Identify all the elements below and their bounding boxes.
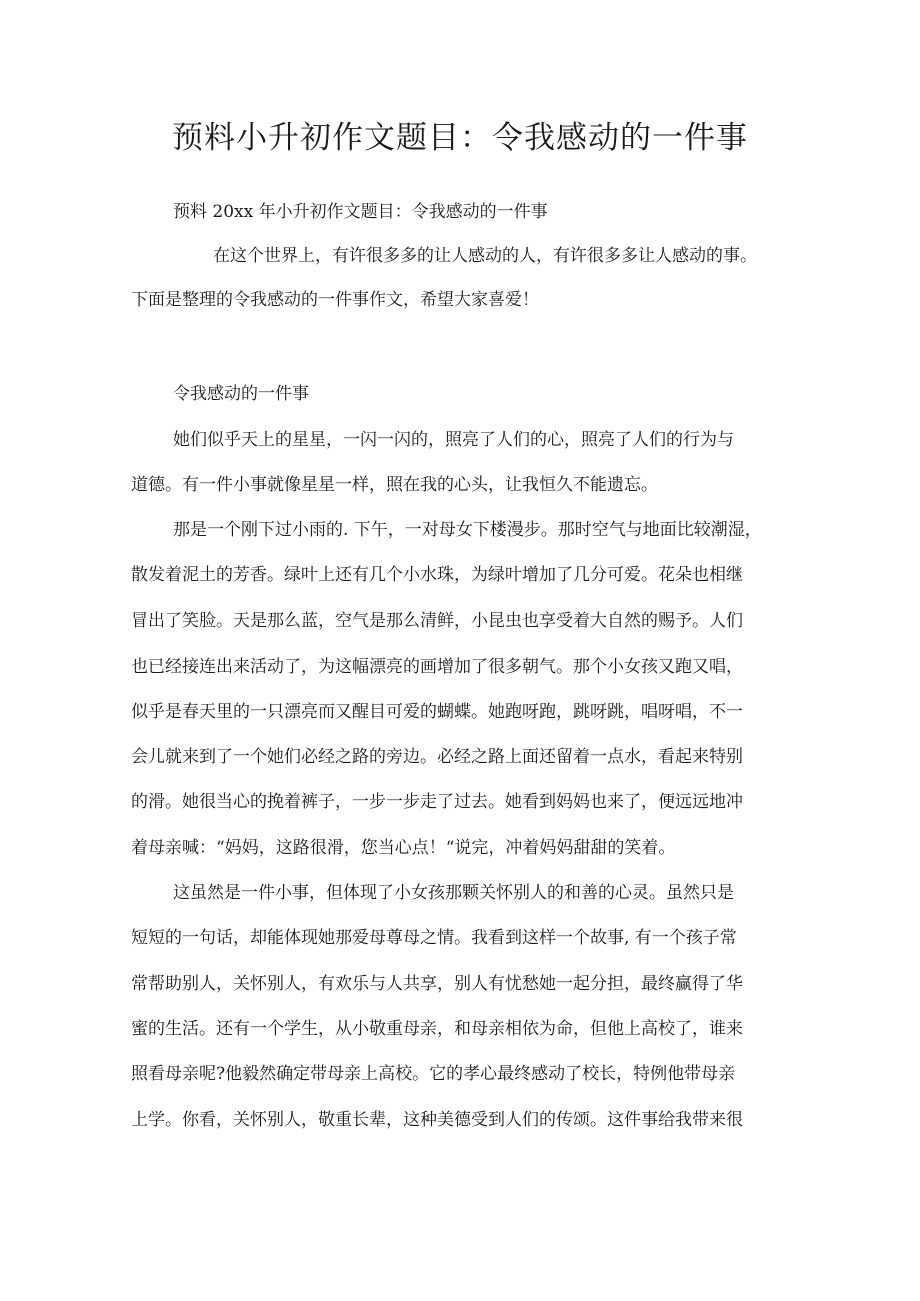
- paragraph-line: 她们似乎天上的星星，一闪一闪的，照亮了人们的心，照亮了人们的行为与: [173, 430, 734, 450]
- paragraph-line: 那是一个刚下过小雨的. 下午，一对母女下楼漫步。那时空气与地面比较潮湿，: [173, 520, 762, 540]
- paragraph-line: 短短的一句话，却能体现她那爱母尊母之情。我看到这样一个故事, 有一个孩子常: [131, 928, 737, 948]
- paragraph-line: 蜜的生活。还有一个学生，从小敬重母亲，和母亲相依为命，但他上高校了，谁来: [131, 1019, 743, 1039]
- document-title: 预料小升初作文题目：令我感动的一件事: [172, 120, 748, 156]
- paragraph-line: 似乎是春天里的一只漂亮而又醒目可爱的蝴蝶。她跑呀跑，跳呀跳，唱呀唱，不一: [131, 702, 743, 722]
- paragraph-line: 会儿就来到了一个她们必经之路的旁边。必经之路上面还留着一点水，看起来特别: [131, 747, 743, 767]
- intro-line: 下面是整理的令我感动的一件事作文，希望大家喜爱！: [131, 290, 539, 310]
- paragraph-line: 这虽然是一件小事，但体现了小女孩那颗关怀别人的和善的心灵。虽然只是: [173, 883, 734, 903]
- intro-line: 在这个世界上，有许很多多的让人感动的人，有许很多多让人感动的事。: [213, 246, 757, 266]
- paragraph-line: 着母亲喊：“妈妈，这路很滑，您当心点！“说完，冲着妈妈甜甜的笑着。: [131, 838, 676, 858]
- paragraph-line: 也已经接连出来活动了，为这幅漂亮的画增加了很多朝气。那个小女孩又跑又唱，: [131, 657, 743, 677]
- paragraph-line: 道德。有一件小事就像星星一样，照在我的心头，让我恒久不能遗忘。: [131, 475, 658, 495]
- paragraph-line: 冒出了笑脸。天是那么蓝，空气是那么清鲜，小昆虫也享受着大自然的赐予。人们: [131, 611, 743, 631]
- subtitle: 预料 20xx 年小升初作文题目：令我感动的一件事: [173, 202, 548, 222]
- section-heading: 令我感动的一件事: [173, 384, 309, 404]
- paragraph-line: 照看母亲呢?他毅然确定带母亲上高校。它的孝心最终感动了校长，特例他带母亲: [131, 1064, 736, 1084]
- paragraph-line: 散发着泥土的芳香。绿叶上还有几个小水珠，为绿叶增加了几分可爱。花朵也相继: [131, 565, 743, 585]
- paragraph-line: 的滑。她很当心的挽着裤子，一步一步走了过去。她看到妈妈也来了，便远远地冲: [131, 792, 743, 812]
- paragraph-line: 常帮助别人，关怀别人，有欢乐与人共享，别人有忧愁她一起分担，最终赢得了华: [131, 974, 743, 994]
- paragraph-line: 上学。你看，关怀别人，敬重长辈，这种美德受到人们的传颂。这件事给我带来很: [131, 1110, 743, 1130]
